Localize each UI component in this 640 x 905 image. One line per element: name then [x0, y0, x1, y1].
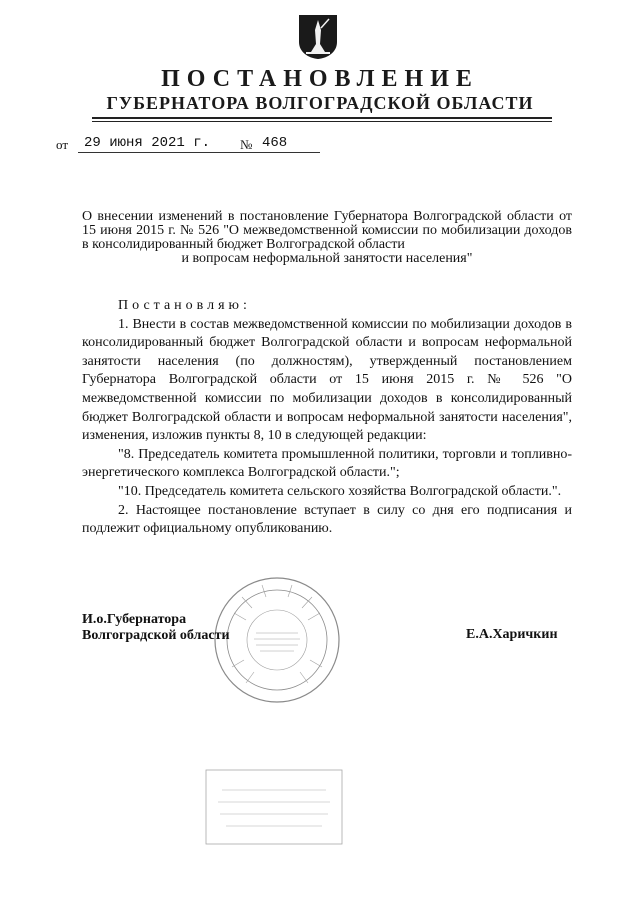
coat-of-arms-emblem: [298, 14, 338, 60]
paragraph-item-8: "8. Председатель комитета промышленной политики, торговли и топливно-энергетического комплекса Волгоградской области.";: [82, 446, 572, 481]
document-number: 468: [262, 135, 288, 151]
subject-line: по мобилизации доходов в консолидированный бюджет Волгоградской области: [82, 223, 572, 252]
document-subject: [82, 210, 572, 266]
header-rule-thin: [92, 121, 552, 122]
document-date: 29 июня 2021 г.: [84, 135, 211, 151]
number-label: №: [240, 137, 253, 152]
from-label: от: [56, 137, 69, 152]
position-line: Волгоградской области: [82, 628, 230, 643]
subject-line: О внесении изменений в постановление Губернатора Волгоградской: [82, 209, 502, 224]
number-underline: [258, 152, 320, 153]
paragraph-item-10: "10. Председатель комитета сельского хозяйства Волгоградской области.".: [118, 483, 562, 499]
department-stamp: [204, 768, 344, 846]
signatory-position: [82, 612, 230, 644]
paragraph-1: 1. Внести в состав межведомственной комиссии по мобилизации доходов в консолидированный бюджет Волгоградской области и вопросам неформальной занятости населения (по должностям), утвержденный постановлением Губернатора Волгоградской области от 15 июня 2015 г. № 526 "О межведомственной комиссии по мобилизации доходов в консолидированный бюджет Волгоградской области и вопросам неформальной занятости населения", изменения, изложив пункты 8, 10 в следующей редакции:: [82, 316, 572, 444]
document-body: [82, 297, 572, 539]
document-title: ПОСТАНОВЛЕНИЕ: [161, 66, 479, 92]
date-underline: [78, 152, 258, 153]
signatory-name: Е.А.Харичкин: [466, 627, 558, 642]
paragraph-2: 2. Настоящее постановление вступает в силу со дня его подписания и подлежит официальному опубликованию.: [82, 502, 572, 537]
header-rule-thick: [92, 117, 552, 119]
subject-line: и вопросам неформальной занятости населения": [181, 251, 473, 266]
document-subtitle: ГУБЕРНАТОРА ВОЛГОГРАДСКОЙ ОБЛАСТИ: [106, 93, 534, 113]
decree-heading: Постановляю:: [118, 298, 251, 313]
position-line: И.о.Губернатора: [82, 612, 187, 627]
subject-line: области от 15 июня 2015 г. № 526 "О межведомственной комиссии: [82, 209, 573, 238]
official-seal: [212, 575, 342, 705]
